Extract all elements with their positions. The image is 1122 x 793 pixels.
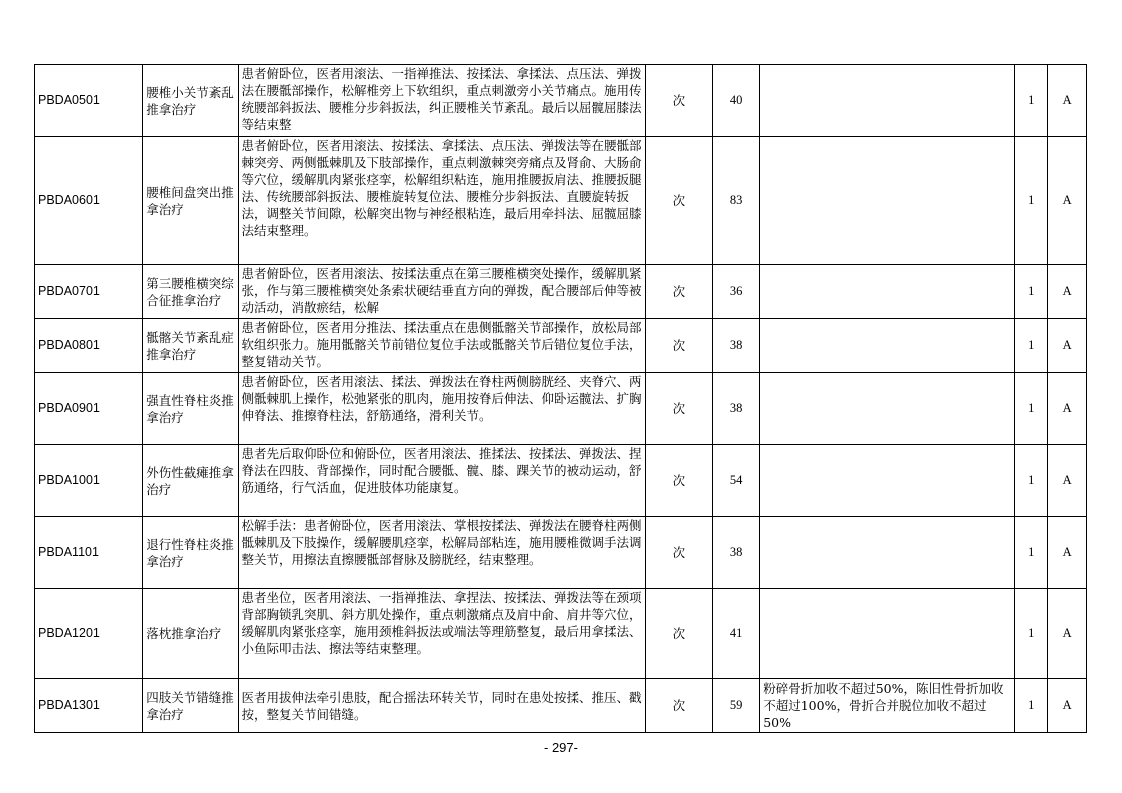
- item-quantity: 1: [1015, 65, 1048, 137]
- item-description: [238, 589, 645, 679]
- item-category: A: [1048, 265, 1087, 319]
- item-category: A: [1048, 137, 1087, 265]
- item-note: [760, 65, 1015, 137]
- item-category: A: [1048, 589, 1087, 679]
- description-text: 松解手法：患者俯卧位，医者用滚法、掌根按揉法、弹拨法在腰脊柱两侧骶棘肌及下肢操作，缓解腰肌痉挛，松解局部粘连，施用腰椎微调手法调整关节，用擦法直擦腰骶部督脉及膀胱经，结束整理。: [241, 518, 642, 567]
- item-code: PBDA0501: [35, 65, 143, 137]
- item-code: PBDA0701: [35, 265, 143, 319]
- item-name: 外伤性截瘫推拿治疗: [143, 445, 238, 517]
- item-note: [760, 373, 1015, 445]
- item-quantity: 1: [1015, 137, 1048, 265]
- item-quantity: 1: [1015, 265, 1048, 319]
- item-unit: 次: [645, 319, 712, 373]
- item-price: 38: [713, 373, 760, 445]
- item-code: PBDA0901: [35, 373, 143, 445]
- item-price: 36: [713, 265, 760, 319]
- item-price: 41: [713, 589, 760, 679]
- item-code: PBDA0801: [35, 319, 143, 373]
- item-description: [238, 679, 645, 733]
- item-name: 四肢关节错缝推拿治疗: [143, 679, 238, 733]
- table-row: [35, 517, 1087, 589]
- item-price: 38: [713, 517, 760, 589]
- item-description: [238, 445, 645, 517]
- description-text: 患者俯卧位，医者用分推法、揉法重点在患侧骶髂关节部操作，放松局部软组织张力。施用骶髂关节前错位复位手法或骶髂关节后错位复位手法，整复错动关节。: [241, 320, 642, 369]
- item-description: [238, 517, 645, 589]
- item-description: [238, 65, 645, 137]
- item-unit: 次: [645, 137, 712, 265]
- item-code: PBDA1101: [35, 517, 143, 589]
- table-row: [35, 265, 1087, 319]
- item-code: PBDA0601: [35, 137, 143, 265]
- item-description: [238, 265, 645, 319]
- item-note: [760, 589, 1015, 679]
- item-unit: 次: [645, 265, 712, 319]
- table-row: [35, 65, 1087, 137]
- page-number: - 297-: [544, 740, 578, 755]
- item-quantity: 1: [1015, 319, 1048, 373]
- table-row: [35, 373, 1087, 445]
- item-price: 54: [713, 445, 760, 517]
- item-quantity: 1: [1015, 373, 1048, 445]
- description-text: 患者坐位，医者用滚法、一指禅推法、拿捏法、按揉法、弹拨法等在颈项背部胸锁乳突肌、斜方肌处操作，重点刺激痛点及肩中俞、肩井等穴位，缓解肌肉紧张痉挛，施用颈椎斜扳法或端法等理筋整复，最后用拿揉法、小鱼际叩击法、擦法等结束整理。: [241, 590, 642, 656]
- fee-table: [34, 64, 1087, 733]
- table-row: [35, 679, 1087, 733]
- item-price: 83: [713, 137, 760, 265]
- item-note: [760, 137, 1015, 265]
- description-text: 医者用拔伸法牵引患肢，配合摇法环转关节，同时在患处按揉、推压、戳按，整复关节间错缝。: [241, 689, 642, 722]
- item-category: A: [1048, 65, 1087, 137]
- item-name: 腰椎间盘突出推拿治疗: [143, 137, 238, 265]
- item-name: 骶髂关节紊乱症推拿治疗: [143, 319, 238, 373]
- item-unit: 次: [645, 679, 712, 733]
- description-text: 患者俯卧位，医者用滚法、一指禅推法、按揉法、拿揉法、点压法、弹拨法在腰骶部操作，松解椎旁上下软组织，重点刺激旁小关节痛点。施用传统腰部斜扳法、腰椎分步斜扳法，纠正腰椎关节紊乱。最后以屈髋屈膝法等结束整: [241, 66, 642, 132]
- item-name: 退行性脊柱炎推拿治疗: [143, 517, 238, 589]
- item-category: A: [1048, 373, 1087, 445]
- item-description: [238, 137, 645, 265]
- item-unit: 次: [645, 589, 712, 679]
- description-text: 患者俯卧位，医者用滚法、揉法、弹拨法在脊柱两侧膀胱经、夹脊穴、两侧骶棘肌上操作，松弛紧张的肌肉，施用按脊后伸法、仰卧运髋法、扩胸伸脊法、推擦脊柱法，舒筋通络，滑利关节。: [241, 374, 642, 423]
- item-code: PBDA1301: [35, 679, 143, 733]
- item-code: PBDA1201: [35, 589, 143, 679]
- item-code: PBDA1001: [35, 445, 143, 517]
- item-description: [238, 319, 645, 373]
- item-description: [238, 373, 645, 445]
- item-category: A: [1048, 445, 1087, 517]
- table-row: [35, 589, 1087, 679]
- item-unit: 次: [645, 373, 712, 445]
- item-name: 第三腰椎横突综合征推拿治疗: [143, 265, 238, 319]
- item-note: 粉碎骨折加收不超过50%，陈旧性骨折加收不超过100%，骨折合并脱位加收不超过50%: [760, 679, 1015, 733]
- item-category: A: [1048, 679, 1087, 733]
- description-text: 患者俯卧位，医者用滚法、按揉法、拿揉法、点压法、弹拨法等在腰骶部棘突旁、两侧骶棘肌及下肢部操作，重点刺激棘突旁痛点及肾俞、大肠俞等穴位，缓解肌肉紧张痉挛，松解组织粘连，施用推腰扳肩法、推腰扳腿法、传统腰部斜扳法、腰椎旋转复位法、腰椎分步斜扳法、直腰旋转扳法，调整关节间隙，松解突出物与神经根粘连，最后用牵抖法、屈髋屈膝法结束整理。: [241, 138, 642, 238]
- item-category: A: [1048, 319, 1087, 373]
- item-name: 落枕推拿治疗: [143, 589, 238, 679]
- item-unit: 次: [645, 65, 712, 137]
- item-quantity: 1: [1015, 517, 1048, 589]
- table-row: [35, 445, 1087, 517]
- item-quantity: 1: [1015, 589, 1048, 679]
- item-note: [760, 319, 1015, 373]
- item-price: 59: [713, 679, 760, 733]
- item-note: [760, 445, 1015, 517]
- item-note: [760, 265, 1015, 319]
- item-note: [760, 517, 1015, 589]
- item-category: A: [1048, 517, 1087, 589]
- item-price: 40: [713, 65, 760, 137]
- item-name: 强直性脊柱炎推拿治疗: [143, 373, 238, 445]
- item-quantity: 1: [1015, 445, 1048, 517]
- item-unit: 次: [645, 445, 712, 517]
- item-name: 腰椎小关节紊乱推拿治疗: [143, 65, 238, 137]
- item-price: 38: [713, 319, 760, 373]
- table-row: [35, 137, 1087, 265]
- item-unit: 次: [645, 517, 712, 589]
- table-row: [35, 319, 1087, 373]
- description-text: 患者俯卧位，医者用滚法、按揉法重点在第三腰椎横突处操作，缓解肌紧张，作与第三腰椎横突处条索状硬结垂直方向的弹拨，配合腰部后伸等被动活动，消散瘀结，松解: [241, 266, 642, 315]
- item-quantity: 1: [1015, 679, 1048, 733]
- description-text: 患者先后取仰卧位和俯卧位，医者用滚法、推揉法、按揉法、弹拨法、捏脊法在四肢、背部操作，同时配合腰骶、髋、膝、踝关节的被动运动，舒筋通络，行气活血，促进肢体功能康复。: [241, 446, 642, 495]
